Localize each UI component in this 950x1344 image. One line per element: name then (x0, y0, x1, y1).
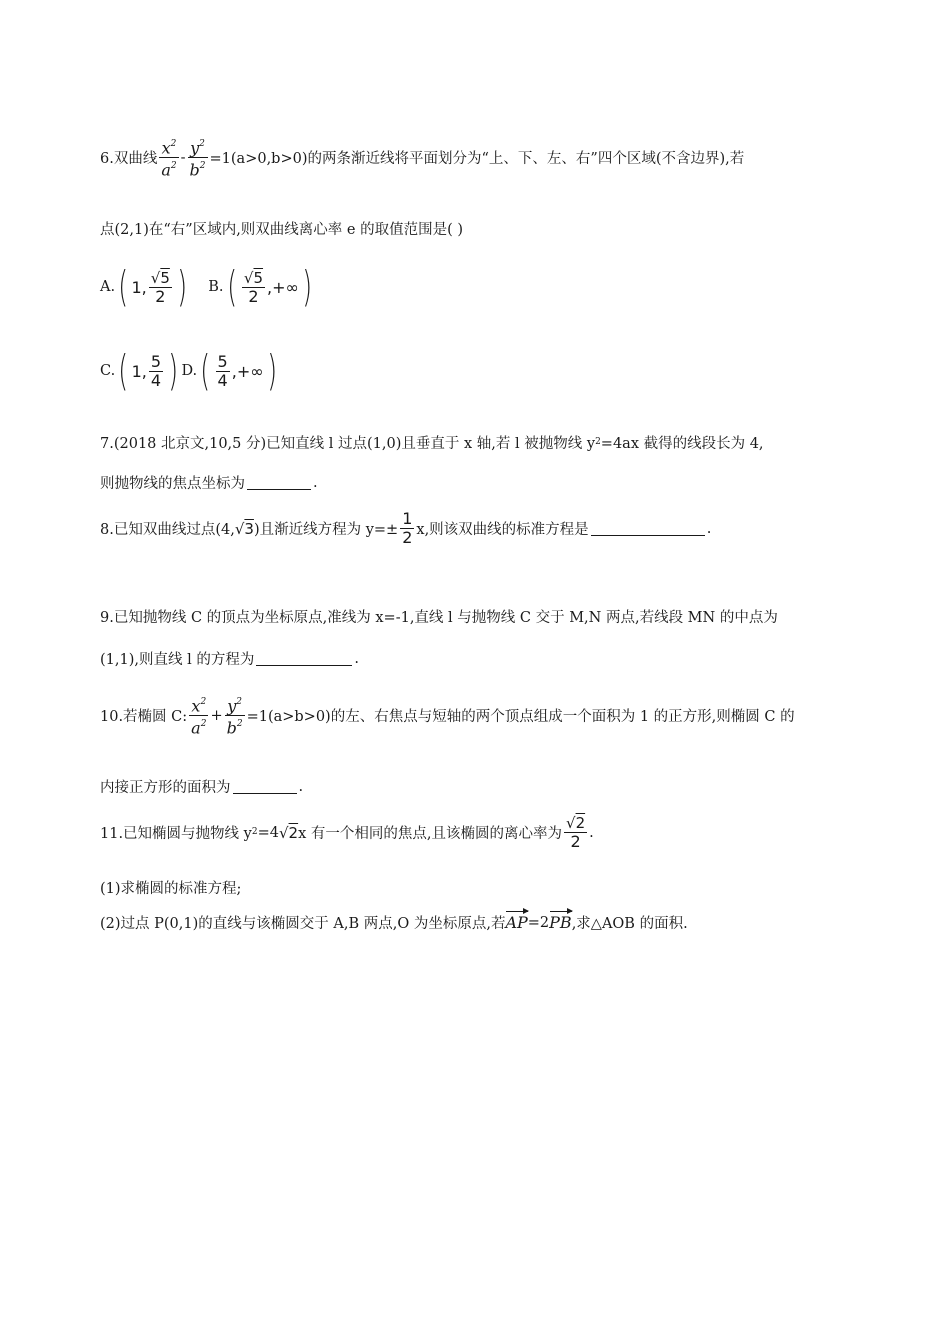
option-a-comma: , (141, 277, 147, 297)
q6-frac-y2-b2 (188, 136, 208, 180)
paren-right: ) (177, 262, 187, 311)
period: . (589, 824, 594, 841)
radicand: 5 (253, 268, 264, 287)
sup: 2 (236, 719, 243, 730)
paren-left: ( (200, 346, 211, 395)
vector-pb: PB (549, 913, 572, 932)
period: . (706, 520, 712, 537)
q11-eq: =2 (527, 914, 550, 931)
frac-num: 5 (150, 351, 162, 371)
sqrt-icon: √ (566, 814, 576, 832)
frac-den: 4 (217, 370, 228, 390)
q9-text: (1,1),则直线 l 的方程为 (100, 652, 255, 668)
paren-left: ( (118, 262, 129, 311)
q6-frac-x2-a2 (159, 136, 178, 180)
option-d-label: D. (181, 363, 198, 379)
q7-text-b: =4ax 截得的线段长为 4, (600, 436, 764, 452)
frac-den: 2 (155, 286, 166, 306)
period: . (354, 650, 359, 667)
period: . (313, 474, 318, 491)
vector-ap: AP (505, 913, 528, 932)
q10-plus: + (210, 707, 223, 724)
answer-blank[interactable] (233, 779, 297, 794)
option-c-comma: , (141, 361, 147, 381)
paren-left: ( (226, 262, 237, 311)
radicand: 3 (244, 519, 254, 538)
sup: 2 (199, 161, 206, 172)
q6-line2: 点(2,1)在“右”区域内,则双曲线离心率 e 的取值范围是( ) (100, 222, 464, 238)
option-c-frac (149, 353, 163, 390)
sup: 2 (251, 826, 258, 837)
period: . (298, 778, 304, 795)
q6-minus: - (180, 149, 186, 166)
q11-text-c: x 有一个相同的焦点,且该椭圆的离心率为 (298, 826, 562, 842)
frac-den: 2 (248, 286, 259, 306)
q11-line1 (100, 814, 594, 851)
frac-num: 1 (402, 509, 413, 528)
paren-right: ) (302, 262, 312, 311)
sqrt-3 (235, 520, 254, 538)
frac-den: 2 (402, 528, 413, 547)
option-c-one: 1 (131, 361, 142, 381)
q8-text-a: 8.已知双曲线过点(4, (100, 522, 235, 538)
frac-num: 5 (217, 351, 228, 371)
q6-options-ab (100, 262, 315, 311)
frac-den: a (161, 160, 171, 180)
q10-line1 (100, 694, 795, 738)
q11-part2-text-b: ,求△AOB 的面积. (571, 916, 688, 932)
option-b-label: B. (208, 279, 224, 295)
option-b-frac (242, 269, 265, 306)
q6-options-cd (100, 346, 280, 395)
q6-lead: 6.双曲线 (100, 151, 158, 168)
frac-den: b (189, 160, 200, 180)
q8-line (100, 510, 711, 547)
frac-den: a (191, 718, 201, 738)
frac-num: y (190, 138, 200, 158)
q9-line1: 9.已知抛物线 C 的顶点为坐标原点,准线为 x=-1,直线 l 与抛物线 C 交于 M,N 两点,若线段 MN 的中点为 (100, 610, 778, 626)
option-a-frac (149, 269, 172, 306)
frac-num: x (161, 138, 171, 158)
frac-den: b (226, 718, 237, 738)
option-a-one: 1 (131, 277, 142, 297)
q10-frac-y2-b2 (225, 694, 245, 738)
answer-blank[interactable] (591, 521, 705, 536)
q9-line2 (100, 648, 359, 669)
q11-text-b: =4 (257, 824, 279, 841)
q11-part1: (1)求椭圆的标准方程; (100, 881, 242, 897)
option-d-tail: ,+∞ (231, 361, 264, 381)
radicand: 2 (575, 814, 586, 832)
option-a-label: A. (100, 279, 116, 295)
option-b-tail: ,+∞ (267, 277, 299, 297)
answer-blank[interactable] (256, 651, 352, 666)
sqrt-icon: √ (278, 823, 289, 842)
option-c-label: C. (100, 363, 116, 379)
sqrt-icon: √ (234, 519, 245, 538)
q6-line1 (100, 136, 744, 180)
q10-line2 (100, 776, 303, 797)
sup: 2 (595, 436, 601, 447)
sup: 2 (170, 161, 177, 172)
q6-text: =1(a>0,b>0)的两条渐近线将平面划分为“上、下、左、右”四个区域(不含边界),若 (209, 151, 745, 168)
q8-text-b: )且渐近线方程为 y=± (253, 522, 399, 538)
q7-line1 (100, 432, 764, 453)
sup: 2 (170, 139, 177, 149)
paren-right: ) (168, 346, 179, 395)
frac-num: x (191, 696, 201, 716)
q7-text-a: 7.(2018 北京文,10,5 分)已知直线 l 过点(1,0)且垂直于 x 轴,若 l 被抛物线 y (100, 436, 596, 452)
radicand: 2 (288, 823, 299, 842)
sup: 2 (199, 139, 205, 149)
q11-frac (564, 814, 587, 851)
paren-left: ( (118, 346, 129, 395)
sqrt-icon: √ (243, 268, 254, 287)
q10-lead: 10.若椭圆 C: (100, 709, 188, 726)
q8-text-c: x,则该双曲线的标准方程是 (416, 522, 589, 538)
q7-text: 则抛物线的焦点坐标为 (100, 476, 245, 492)
q11-text-a: 11.已知椭圆与抛物线 y (100, 826, 252, 842)
option-d-frac (216, 353, 230, 390)
frac-den: 4 (150, 370, 162, 390)
q11-part2 (100, 912, 688, 933)
q10-text: 内接正方形的面积为 (100, 780, 231, 796)
sup: 2 (200, 719, 207, 730)
radicand: 5 (160, 268, 170, 287)
paren-right: ) (266, 346, 277, 395)
q8-frac (400, 510, 414, 547)
q7-line2 (100, 472, 318, 493)
sup: 2 (236, 697, 242, 707)
q10-frac-x2-a2 (189, 694, 208, 738)
frac-den: 2 (570, 832, 581, 851)
frac-num: y (227, 696, 237, 716)
answer-blank[interactable] (247, 475, 311, 490)
sup: 2 (200, 697, 207, 707)
sqrt-icon: √ (150, 268, 161, 287)
q11-part2-text-a: (2)过点 P(0,1)的直线与该椭圆交于 A,B 两点,O 为坐标原点,若 (100, 916, 506, 932)
sqrt-2 (279, 824, 298, 842)
q10-text: =1(a>b>0)的左、右焦点与短轴的两个顶点组成一个面积为 1 的正方形,则椭圆 C 的 (246, 709, 795, 726)
